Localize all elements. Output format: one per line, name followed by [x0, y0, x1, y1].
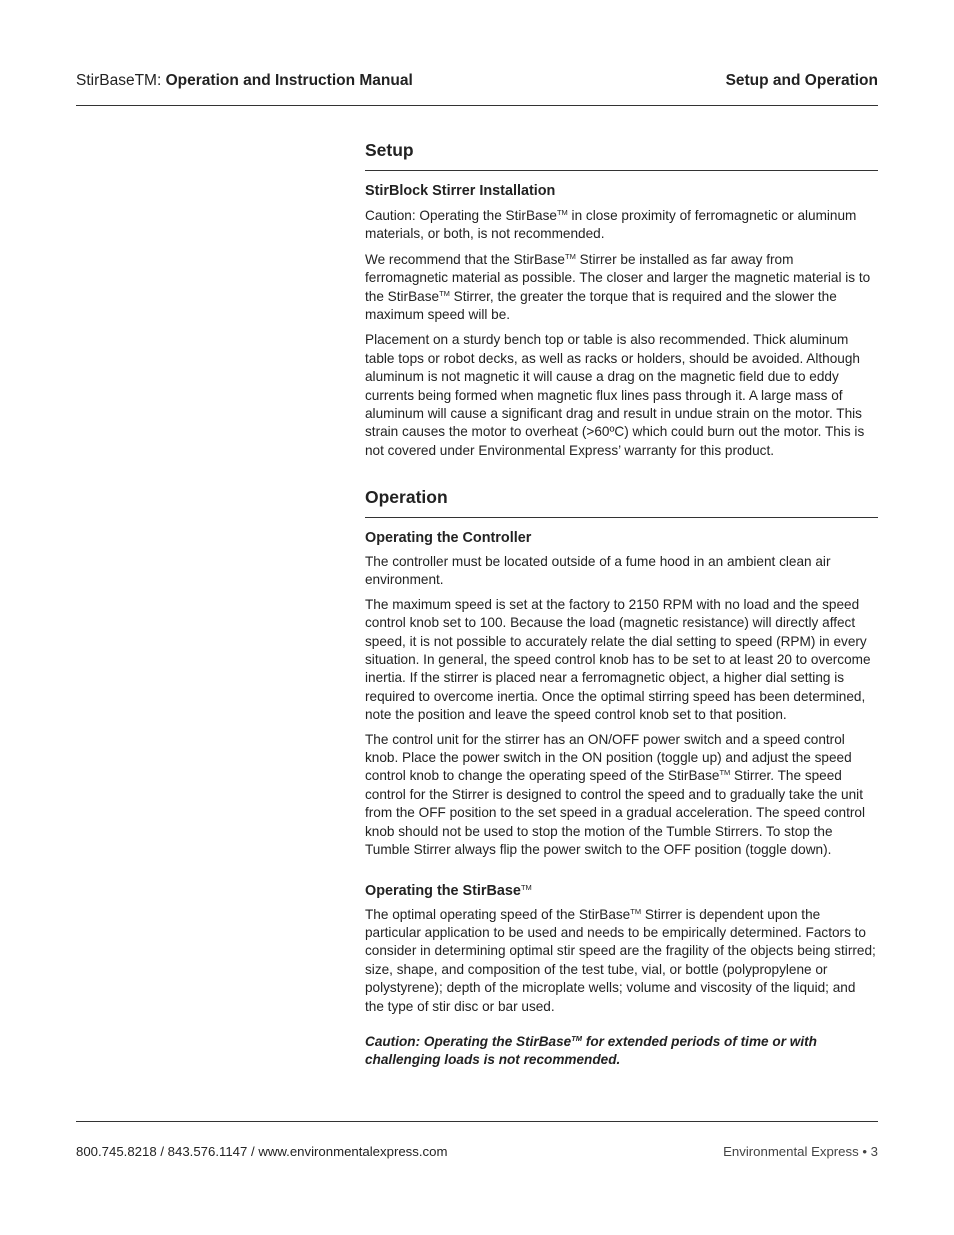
contact-info: 800.745.8218 / 843.576.1147 / www.environmentalexpress.com: [76, 1144, 448, 1159]
controller-location-paragraph: The controller must be located outside of a fume hood in an ambient clean air environment.: [365, 554, 831, 588]
operation-section: [365, 486, 878, 1070]
text-run: Stirrer be installed as far away from ferromagnetic material as possible. The closer and larger the magnetic material is to the StirBase: [365, 251, 871, 304]
controller-speed-paragraph: The maximum speed is set at the factory to 2150 RPM with no load and the speed control knob set to 100. Because the load (magnetic resistance) will directly affect speed, it is not possible to accurately relate the dial setting to speed (RPM) in every situation. In general, the speed control knob has to be set to at least 20 to overcome inertia. If the stirrer is placed near a ferromagnetic object, a higher dial setting is required to overcome inertia. Once the optimal stirring speed has been determined, note the position and leave the speed control knob set to that position.: [365, 596, 871, 723]
trademark-mark: TM: [556, 208, 568, 217]
manual-title-text: Operation and Instruction Manual: [165, 72, 413, 89]
stirblock-installation-heading: StirBlock Stirrer Installation: [365, 183, 556, 199]
company-page-number: Environmental Express • 3: [723, 1144, 878, 1159]
stirbase-speed-paragraph: [365, 906, 878, 1016]
text-run: We recommend that the StirBase: [365, 251, 565, 267]
text-run: Operating the StirBase: [365, 882, 521, 899]
text-run: in close proximity of ferromagnetic or aluminum materials, or both, is not recommended.: [365, 208, 857, 242]
chapter-title: Setup and Operation: [725, 72, 878, 89]
header-rule: [76, 105, 878, 106]
running-header: [76, 72, 878, 94]
text-run: Stirrer is dependent upon the particular application to be used and needs to be empirically determined. Factors to consider in determining optimal stir speed are the fragility of the objects being stirred; size, shape, and composition of the test tube, vial, or bottle (polypropylene or polystyrene); depth of the microplate wells; volume and viscosity of the liquid; and the type of stir disc or bar used.: [365, 906, 876, 1014]
setup-section: [365, 139, 878, 460]
operating-controller-heading: Operating the Controller: [365, 530, 532, 546]
running-footer: [76, 1144, 878, 1164]
setup-caution-paragraph: [365, 207, 878, 244]
extended-use-caution: [365, 1033, 878, 1070]
operating-stirbase-heading: [365, 881, 878, 901]
title-colon: :: [156, 72, 162, 89]
text-run: Caution: Operating the StirBase: [365, 208, 557, 223]
setup-rule: [365, 170, 878, 171]
trademark-mark: TM: [439, 288, 450, 298]
trademark-mark: TM: [520, 882, 532, 892]
trademark-mark: TM: [571, 1033, 583, 1043]
controller-switch-paragraph: [365, 731, 878, 860]
operation-rule: [365, 517, 878, 518]
footer-rule: [76, 1121, 878, 1122]
text-run: Stirrer, the greater the torque that is required and the slower the maximum speed will be.: [365, 288, 837, 323]
text-run: The optimal operating speed of the StirBase: [365, 906, 631, 922]
text-run: Caution: Operating the StirBase: [365, 1033, 572, 1049]
trademark-mark: TM: [564, 251, 576, 261]
operation-heading: Operation: [365, 487, 448, 507]
text-run: The control unit for the stirrer has an ON/OFF power switch and a speed control knob. Place the power switch in the ON position (toggle up) and adjust the speed control knob to change the operating speed of the StirBase: [365, 731, 852, 784]
setup-placement-paragraph: Placement on a sturdy bench top or table is also recommended. Thick aluminum table tops or robot decks, as well as racks or holders, should be avoided. Although aluminum is not magnetic it will cause a drag on the magnetic field due to eddy currents being formed when magnetic flux lines pass through it. A large mass of aluminum will cause a significant drag and result in undue strain on the motor. This strain causes the motor to overheat (>60ºC) which could burn out the motor. This is not covered under Environmental Express’ warranty for this product.: [365, 332, 865, 458]
trademark-mark: TM: [630, 906, 642, 916]
trademark-mark: TM: [719, 768, 731, 778]
brand-name: StirBase: [76, 72, 135, 89]
text-run: for extended periods of time or with challenging loads is not recommended.: [365, 1033, 817, 1068]
setup-heading: Setup: [365, 140, 414, 160]
setup-recommend-paragraph: [365, 251, 878, 325]
brand-trademark: TM: [134, 72, 157, 89]
text-run: Stirrer. The speed control for the Stirrer is designed to control the speed and to gradually take the unit from the OFF position to the set speed in a gradual acceleration. The speed control knob should not be used to stop the motion of the Tumble Stirrers. To stop the Tumble Stirrer always flip the power switch to the OFF position (toggle down).: [365, 768, 865, 858]
manual-title: [76, 72, 413, 90]
